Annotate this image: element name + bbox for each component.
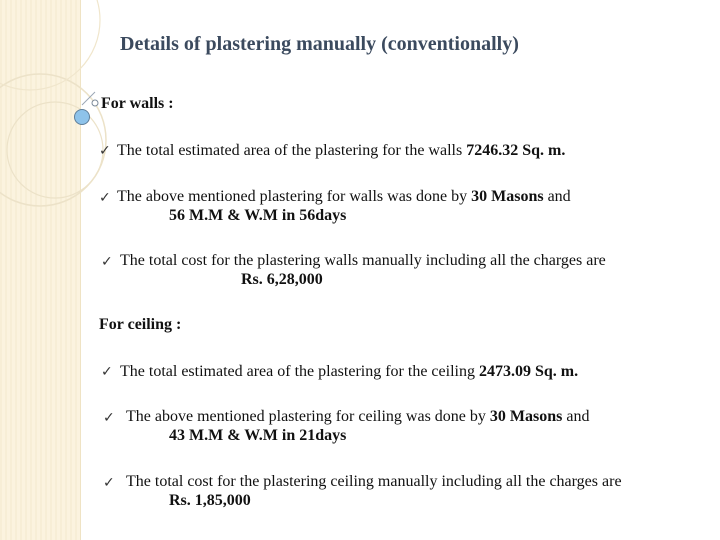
check-icon: ✓: [101, 254, 113, 270]
ceiling-masons-detail: 43 M.M & W.M in 21days: [169, 427, 347, 444]
walls-area-value: 7246.32 Sq. m.: [466, 142, 566, 159]
ceiling-masons-and: and: [562, 408, 590, 425]
walls-masons-detail: 56 M.M & W.M in 56days: [169, 207, 347, 224]
ceiling-masons-item: [126, 407, 589, 445]
check-icon: ✓: [99, 143, 111, 159]
ceiling-area-value: 2473.09 Sq. m.: [478, 363, 579, 380]
walls-cost-item: [120, 251, 606, 289]
page-title: Details of plastering manually (conventionally): [120, 33, 519, 55]
decorative-sidebar: [0, 0, 81, 540]
walls-heading: For walls :: [101, 95, 174, 112]
check-icon: ✓: [99, 190, 111, 206]
walls-masons-text: The above mentioned plastering for walls was done by: [117, 188, 472, 205]
walls-masons-item: [117, 187, 571, 225]
ceiling-masons-count: 30 Masons: [489, 408, 563, 425]
walls-area-item: [117, 141, 565, 160]
walls-area-text: The total estimated area of the plastering for the walls: [117, 142, 467, 159]
ceiling-cost-value: Rs. 1,85,000: [169, 492, 251, 509]
ceiling-area-item: [120, 362, 578, 381]
check-icon: ✓: [101, 364, 113, 380]
ceiling-cost-item: [126, 472, 622, 510]
check-icon: ✓: [103, 475, 115, 491]
ceiling-area-text: The total estimated area of the plastering for the ceiling: [120, 363, 479, 380]
ceiling-heading: For ceiling :: [99, 316, 182, 333]
walls-masons-and: and: [543, 188, 571, 205]
check-icon: ✓: [103, 410, 115, 426]
ceiling-cost-text: The total cost for the plastering ceiling manually including all the charges are: [126, 473, 622, 490]
walls-cost-value: Rs. 6,28,000: [241, 271, 323, 288]
ceiling-masons-text: The above mentioned plastering for ceiling was done by: [126, 408, 490, 425]
walls-masons-count: 30 Masons: [471, 188, 544, 205]
walls-cost-text: The total cost for the plastering walls manually including all the charges are: [120, 252, 606, 269]
